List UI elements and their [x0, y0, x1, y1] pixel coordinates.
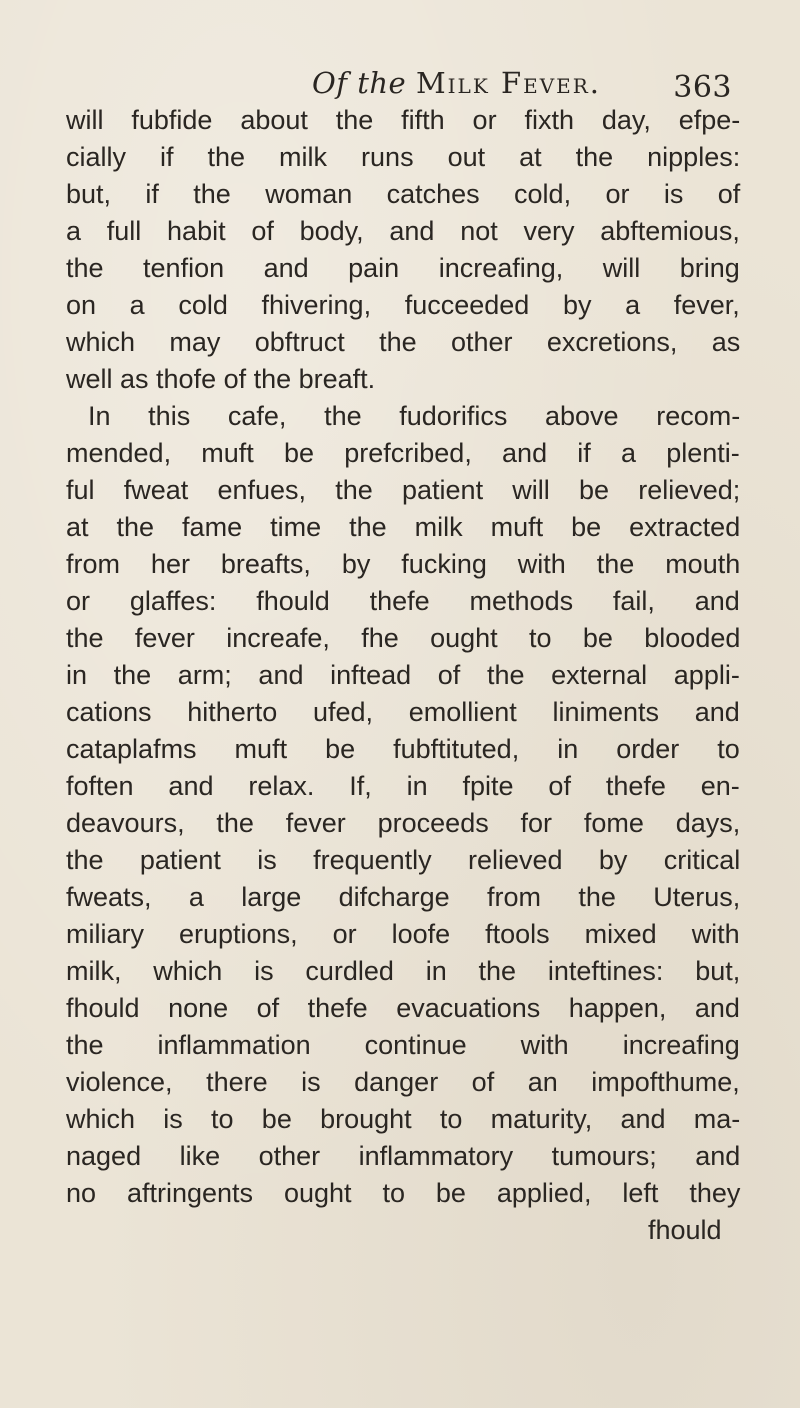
page-number: 363 — [673, 70, 732, 105]
header-title-italic: Of the — [312, 66, 407, 100]
text-line: deavours, the fever proceeds for fome days, — [66, 808, 741, 838]
text-line: the patient is frequently relieved by critical — [66, 845, 741, 875]
text-line: fweats, a large difcharge from the Uterus, — [66, 882, 741, 912]
text-line: from her breafts, by fucking with the mouth — [66, 549, 741, 579]
text-line: fhould none of thefe evacuations happen, and — [66, 993, 740, 1023]
text-line: but, if the woman catches cold, or is of — [66, 179, 741, 209]
text-line: mended, muft be prefcribed, and if a plenti- — [66, 438, 740, 468]
text-line: milk, which is curdled in the inteftines: but, — [66, 956, 741, 986]
catchword: fhould — [648, 1215, 722, 1245]
text-line: violence, there is danger of an impofthume, — [66, 1067, 740, 1097]
text-line: no aftringents ought to be applied, left they — [66, 1178, 741, 1208]
header-title-caps: Milk Fever. — [415, 66, 602, 100]
text-line: cataplafms muft be fubftituted, in order to — [66, 734, 740, 764]
body-text — [0, 100, 800, 1330]
text-line: naged like other inflammatory tumours; and — [66, 1141, 741, 1171]
text-line: in the arm; and inftead of the external appli- — [66, 660, 740, 690]
text-line: the fever increafe, fhe ought to be blooded — [66, 623, 741, 653]
text-line: cially if the milk runs out at the nipples: — [66, 142, 741, 172]
text-line: which is to be brought to maturity, and ma- — [66, 1104, 741, 1134]
text-line: a full habit of body, and not very abftemious, — [66, 216, 740, 246]
text-line: In this cafe, the fudorifics above recom- — [88, 401, 741, 431]
text-line: foften and relax. If, in fpite of thefe en- — [66, 771, 740, 801]
text-line: on a cold fhivering, fucceeded by a fever, — [66, 290, 740, 320]
text-line: at the fame time the milk muft be extracted — [66, 512, 741, 542]
text-line: the tenfion and pain increafing, will bring — [66, 253, 740, 283]
text-line: ful fweat enfues, the patient will be relieved; — [66, 475, 741, 505]
text-line: which may obftruct the other excretions, as — [66, 327, 741, 357]
text-line: cations hitherto ufed, emollient liniments and — [66, 697, 740, 727]
text-line: miliary eruptions, or loofe ftools mixed with — [66, 919, 740, 949]
text-line: the inflammation continue with increafing — [66, 1030, 740, 1060]
text-line: will fubfide about the fifth or fixth day, efpe- — [66, 105, 741, 135]
text-line: or glaffes: fhould thefe methods fail, and — [66, 586, 740, 616]
text-line: well as thofe of the breaft. — [66, 364, 376, 394]
